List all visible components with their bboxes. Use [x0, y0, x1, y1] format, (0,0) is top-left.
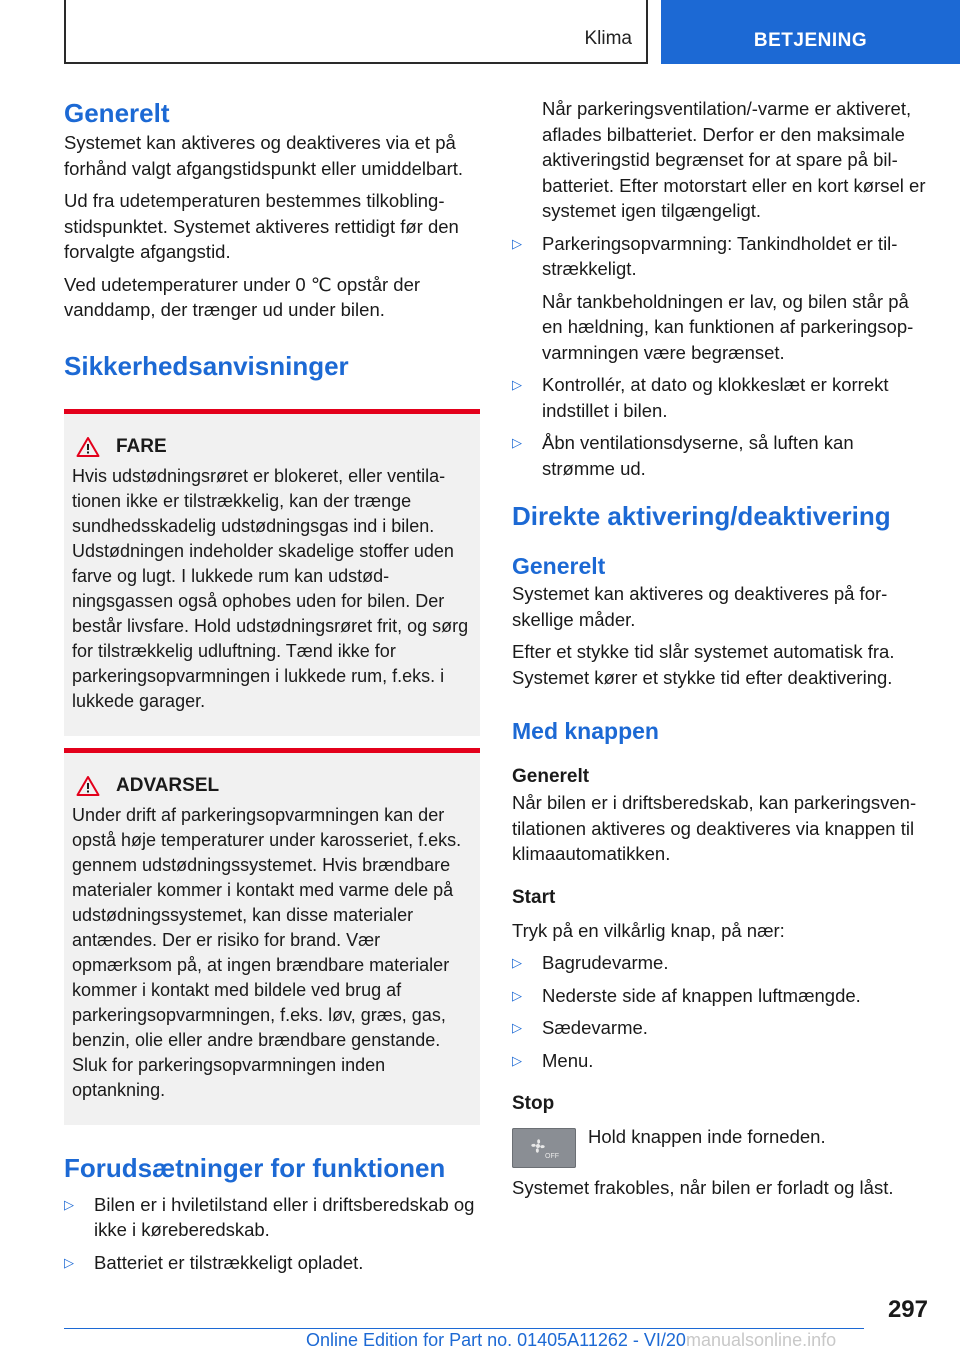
triangle-bullet-icon: ▷	[512, 987, 522, 1003]
generelt-paragraph-3: Ved udetemperaturer under 0 ℃ opstår der vanddamp, der trænger ud under bilen.	[64, 273, 421, 320]
page-number: 297	[887, 1296, 928, 1323]
continued-paragraph: Når parkeringsventilation/-varme er aktiveret, aflades bilbatteriet. Derfor er den maksimale aktiveringstid begrænset for at spare på bilbatteriet. Efter motorstart eller en kort kørsel er systemet igen tilgængeligt.	[542, 98, 926, 221]
footer-watermark: manualsonline.info	[686, 1330, 837, 1350]
generelt2-heading: Generelt	[512, 553, 606, 579]
footer-edition: Online Edition for Part no. 01405A11262 - VI/20	[306, 1330, 686, 1350]
triangle-bullet-icon: ▷	[512, 1020, 522, 1035]
header-chapter: Klima	[584, 28, 632, 49]
generelt-heading: Generelt	[64, 98, 170, 128]
list-item: ▷ Åbn ventilationsdyserne, så luften kan strømme ud.	[512, 432, 854, 479]
triangle-bullet-icon: ▷	[512, 1052, 522, 1068]
warning-title: ADVARSEL	[116, 774, 220, 796]
generelt-paragraph-2: Ud fra udetemperaturen bestemmes tilkoblingstidspunktet. Systemet aktiveres rettidigt før den forvalgte afgangstid.	[64, 190, 459, 262]
stop-paragraph: Hold knappen inde forneden.	[588, 1126, 826, 1147]
safety-heading: Sikkerhedsanvisninger	[64, 350, 349, 381]
warning-triangle-icon	[72, 436, 116, 458]
fan-off-icon	[512, 1128, 576, 1168]
right-column	[512, 96, 928, 1201]
triangle-bullet-icon: ▷	[512, 377, 522, 392]
triangle-bullet-icon: ▷	[64, 1254, 74, 1270]
warning-triangle-icon	[72, 775, 116, 797]
header-section: BETJENING	[753, 30, 868, 51]
knappen-heading: Med knappen	[512, 718, 659, 744]
triangle-bullet-icon: ▷	[64, 1196, 74, 1212]
list-item: ▷ Parkeringsopvarmning: Tankindholdet er tilstrækkeligt.	[512, 232, 898, 279]
generelt2-paragraph-2: Efter et stykke tid slår systemet automatisk fra. Systemet kører et stykke tid efter deaktivering.	[512, 641, 895, 688]
direkte-heading: Direkte aktivering/deaktivering	[512, 501, 891, 531]
bullet-sub-paragraph: Når tankbeholdningen er lav, og bilen står på en hældning, kan funktionen af parkeringsopvarmningen være begrænset.	[542, 290, 914, 363]
header-chapter-box	[64, 0, 648, 64]
list-item: ▷ Sædevarme.	[512, 1015, 928, 1041]
stop-row	[512, 1124, 928, 1168]
warning-text: Under drift af parkeringsopvarmningen kan der opstå høje temperaturer under karosseriet, f.eks. gennem udstødningssystemet. Hvis brændbare materialer kommer i kontakt med varme dele på udstødningssystemet, kan disse materialer antændes. Der er risiko for brand. Vær opmærksom på, at ingen brændbare materialer kommer i kontakt med bildele ved brug af parkeringsopvarmningen, f.eks. løv, græs, gas, benzin, olie eller andre brændbare genstande. Sluk for parkeringsopvarmningen inden optankning.	[72, 804, 462, 1100]
start-heading: Start	[512, 886, 556, 908]
generelt-paragraph-1: Systemet kan aktiveres og deaktiveres via et på forhånd valgt afgangstidspunkt eller umiddelbart.	[64, 132, 464, 179]
footer-divider	[64, 1328, 864, 1329]
triangle-bullet-icon: ▷	[512, 955, 522, 970]
stop-heading: Stop	[512, 1093, 555, 1114]
list-item: ▷ Batteriet er tilstrækkeligt opladet.	[64, 1250, 482, 1276]
list-item: ▷ Menu.	[512, 1048, 928, 1074]
danger-text: Hvis udstødningsrøret er blokeret, eller ventilationen ikke er tilstrækkelig, kan der trænge sundhedsskadelig udstødningsgas ind i bilen. Udstødningen indeholder skadelige stoffer uden farve og lugt. I lukkede rum kan udstødningsgassen også ophobes uden for bilen. Der består livsfare. Hold udstødningsrøret frit, og sørg for tilstrækkelig udluftning. Tænd ikke for parkeringsopvarmningen i lukkede rum, f.eks. i lukkede garager.	[72, 465, 469, 711]
header-section-box	[661, 0, 960, 64]
final-paragraph: Systemet frakobles, når bilen er forladt og låst.	[512, 1177, 894, 1198]
knappen-generelt-heading: Generelt	[512, 766, 590, 787]
warning-title-row	[72, 773, 472, 799]
list-item: ▷ Kontrollér, at dato og klokkeslæt er korrekt indstillet i bilen.	[512, 374, 889, 421]
forudsaetninger-heading: Forudsætninger for funktionen	[64, 1152, 446, 1183]
list-item: ▷ Nederste side af knappen luftmængde.	[512, 983, 928, 1009]
start-paragraph: Tryk på en vilkårlig knap, på nær:	[512, 919, 785, 941]
danger-title-row	[72, 434, 472, 460]
fan-off-button-image	[512, 1128, 576, 1168]
generelt2-paragraph-1: Systemet kan aktiveres og deaktiveres på forskellige måder.	[512, 583, 888, 630]
triangle-bullet-icon: ▷	[512, 435, 522, 450]
danger-title: FARE	[116, 435, 167, 457]
triangle-bullet-icon: ▷	[512, 235, 522, 251]
danger-box	[64, 409, 480, 736]
list-item: ▷ Bilen er i hviletilstand eller i driftsberedskab og ikke i køreberedskab.	[64, 1193, 475, 1240]
warning-box	[64, 748, 480, 1125]
svg-text:OFF: OFF	[545, 1153, 559, 1160]
left-column	[64, 96, 482, 1275]
list-item: ▷ Bagrudevarme.	[512, 950, 928, 976]
knappen-generelt-paragraph: Når bilen er i driftsberedskab, kan parkeringsventilationen aktiveres og deaktiveres via knappen til klimaautomatikken.	[512, 792, 917, 864]
